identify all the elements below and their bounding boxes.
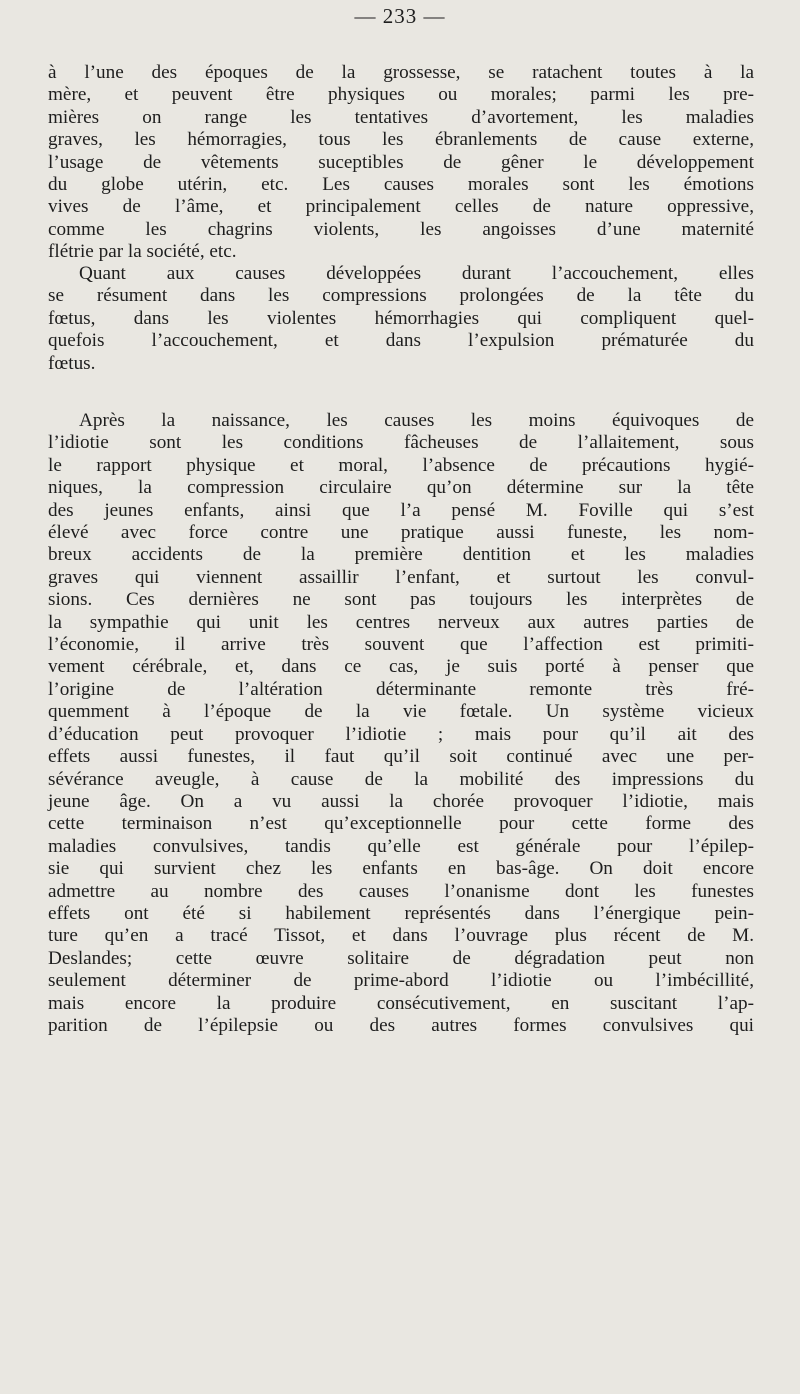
text-line: la sympathie qui unit les centres nerveux aux autres parties de — [48, 611, 754, 633]
text-line: effets aussi funestes, il faut qu’il soit continué avec une per- — [48, 746, 754, 768]
text-line: graves qui viennent assaillir l’enfant, et surtout les convul- — [48, 566, 754, 588]
text-line: des jeunes enfants, ainsi que l’a pensé M. Foville qui s’est — [48, 499, 754, 521]
paragraph-1 — [48, 62, 754, 264]
text-line: ture qu’en a tracé Tissot, et dans l’ouvrage plus récent de M. — [48, 925, 754, 947]
text-line: comme les chagrins violents, les angoisses d’une maternité — [48, 218, 754, 240]
text-line: fœtus, dans les violentes hémorrhagies qui compliquent quel- — [48, 307, 754, 329]
text-line: le rapport physique et moral, l’absence de précautions hygié- — [48, 454, 754, 476]
text-line: l’économie, il arrive très souvent que l’affection est primiti- — [48, 634, 754, 656]
text-line: mais encore la produire consécutivement, en suscitant l’ap- — [48, 992, 754, 1014]
text-line: cette terminaison n’est qu’exceptionnelle pour cette forme des — [48, 813, 754, 835]
text-line: sions. Ces dernières ne sont pas toujours les interprètes de — [48, 589, 754, 611]
paragraph-2 — [48, 263, 754, 375]
page-number: — 233 — — [354, 4, 446, 28]
text-line: graves, les hémorragies, tous les ébranlements de cause externe, — [48, 129, 754, 151]
paragraph-3 — [48, 410, 754, 1037]
text-line: niques, la compression circulaire qu’on détermine sur la tête — [48, 477, 754, 499]
text-line: admettre au nombre des causes l’onanisme dont les funestes — [48, 880, 754, 902]
text-line: effets ont été si habilement représentés dans l’énergique pein- — [48, 902, 754, 924]
text-line: l’origine de l’altération déterminante remonte très fré- — [48, 678, 754, 700]
text-line: à l’une des époques de la grossesse, se ratachent toutes à la — [48, 62, 754, 83]
text-line: quemment à l’époque de la vie fœtale. Un système vicieux — [48, 701, 754, 723]
text-line: Deslandes; cette œuvre solitaire de dégradation peut non — [48, 947, 754, 969]
text-line: breux accidents de la première dentition et les maladies — [48, 544, 754, 566]
text-line: du globe utérin, etc. Les causes morales sont les émotions — [48, 174, 754, 196]
text-line: jeune âge. On a vu aussi la chorée provoquer l’idiotie, mais — [48, 790, 754, 812]
text-line: mières on range les tentatives d’avortement, les maladies — [48, 106, 754, 128]
text-line: l’idiotie sont les conditions fâcheuses de l’allaitement, sous — [48, 432, 754, 454]
text-line: parition de l’épilepsie ou des autres formes convulsives qui — [48, 1014, 754, 1036]
text-line: maladies convulsives, tandis qu’elle est générale pour l’épilep- — [48, 835, 754, 857]
text-line: se résument dans les compressions prolongées de la tête du — [48, 285, 754, 307]
text-line: vives de l’âme, et principalement celles de nature oppressive, — [48, 196, 754, 218]
text-line: Après la naissance, les causes les moins équivoques de — [79, 410, 754, 431]
text-line: sie qui survient chez les enfants en bas-âge. On doit encore — [48, 858, 754, 880]
text-line: sévérance aveugle, à cause de la mobilité des impressions du — [48, 768, 754, 790]
text-line: mère, et peuvent être physiques ou morales; parmi les pre- — [48, 84, 754, 106]
text-line: élevé avec force contre une pratique aussi funeste, les nom- — [48, 522, 754, 544]
text-line: vement cérébrale, et, dans ce cas, je suis porté à penser que — [48, 656, 754, 678]
text-line: flétrie par la société, etc. — [48, 241, 237, 263]
text-line: seulement déterminer de prime-abord l’idiotie ou l’imbécillité, — [48, 970, 754, 992]
text-line: l’usage de vêtements suceptibles de gêner le développement — [48, 151, 754, 173]
text-line: quefois l’accouchement, et dans l’expulsion prématurée du — [48, 330, 754, 352]
text-line: d’éducation peut provoquer l’idiotie ; mais pour qu’il ait des — [48, 723, 754, 745]
text-line: fœtus. — [48, 352, 96, 374]
text-line: Quant aux causes développées durant l’accouchement, elles — [79, 263, 754, 284]
